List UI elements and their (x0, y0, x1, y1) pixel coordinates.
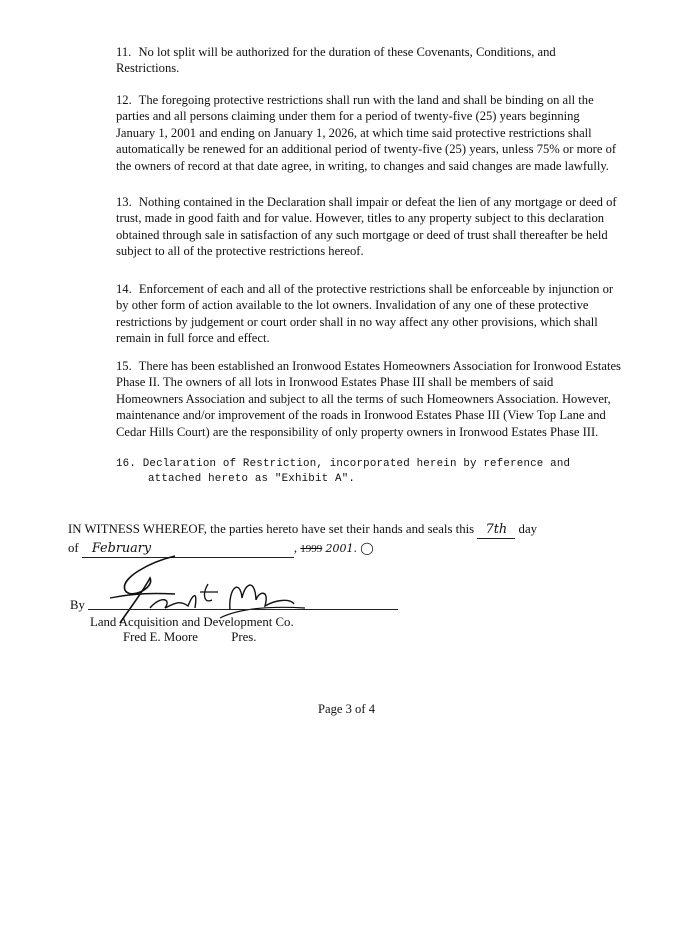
page-number: Page 3 of 4 (317, 702, 375, 716)
date-line: of February , 1999 2001. ◯ (68, 541, 374, 556)
paragraph-number: 13. (116, 195, 132, 209)
day-label: day (518, 522, 538, 536)
paragraph-15 (116, 358, 621, 440)
signer-name: Fred E. Moore (123, 630, 198, 644)
paragraph-12 (116, 92, 621, 174)
paragraph-text: There has been established an Ironwood Estates Homeowners Association for Ironwood Estates Phase II. The owners of all lots in Ironwood Estates Phase III shall be members of said Homeowners Association and subject to all the terms of such Homeowners Association. However, maintenance and/or improvement of the roads in Ironwood Estates Phase III (View Top Lane and Cedar Hills Court) are the responsibility of only property owners in Ironwood Estates Phase III. (116, 359, 621, 439)
signer-title: Pres. (231, 630, 257, 644)
witness-clause (68, 521, 628, 539)
struck-year: 1999 (300, 543, 323, 555)
paragraph-16-typewritten (116, 457, 626, 486)
handwritten-day: 7th (477, 522, 515, 539)
paragraph-13 (116, 194, 621, 260)
paragraph-number: 15. (116, 359, 132, 373)
signature-line (88, 609, 398, 610)
handwritten-year: 2001. (325, 542, 357, 555)
paragraph-14 (116, 281, 621, 347)
paragraph-number: 11. (116, 45, 132, 59)
company-name: Land Acquisition and Development Co. (90, 615, 294, 629)
witness-text: IN WITNESS WHEREOF, the parties hereto have set their hands and seals this (68, 522, 475, 536)
paragraph-text-line-1: Declaration of Restriction, incorporated herein by reference and (142, 458, 571, 470)
paragraph-text-line-2: attached hereto as "Exhibit A". (148, 472, 356, 485)
paragraph-text: Nothing contained in the Declaration shall impair or defeat the lien of any mortgage or deed of trust, made in good faith and for value. However, titles to any property subject to this declaration obtained through sale in satisfaction of any such mortgage or deed of trust shall thereafter be held subject to all of the protective restrictions hereof. (116, 195, 617, 259)
of-label: of (68, 541, 79, 555)
paragraph-number: 12. (116, 93, 132, 107)
paragraph-text: No lot split will be authorized for the duration of these Covenants, Conditions, and Restrictions. (116, 45, 556, 76)
initials-mark: ◯ (360, 541, 374, 555)
signer-block (123, 629, 256, 645)
paragraph-text: Enforcement of each and all of the protective restrictions shall be enforceable by injunction or by other form of action available to the lot owners. Invalidation of any one of these protective restrictions by judgement or court order shall in no way affect any other provisions, which shall remain in full force and effect. (116, 282, 614, 346)
paragraph-11 (116, 44, 621, 77)
handwritten-month: February (82, 541, 294, 558)
paragraph-text: The foregoing protective restrictions shall run with the land and shall be binding on all the parties and all persons claiming under them for a period of twenty-five (25) years beginning January 1, 2001 and ending on January 1, 2026, at which time said protective restrictions shall automatically be renewed for an additional period of twenty-five (25) years, unless 75% or more of the owners of record at that date agree, in writing, to changes and said changes are made lawfully. (116, 93, 617, 173)
paragraph-number: 14. (116, 282, 132, 296)
paragraph-number: 16. (116, 458, 137, 470)
by-label: By (70, 598, 85, 612)
